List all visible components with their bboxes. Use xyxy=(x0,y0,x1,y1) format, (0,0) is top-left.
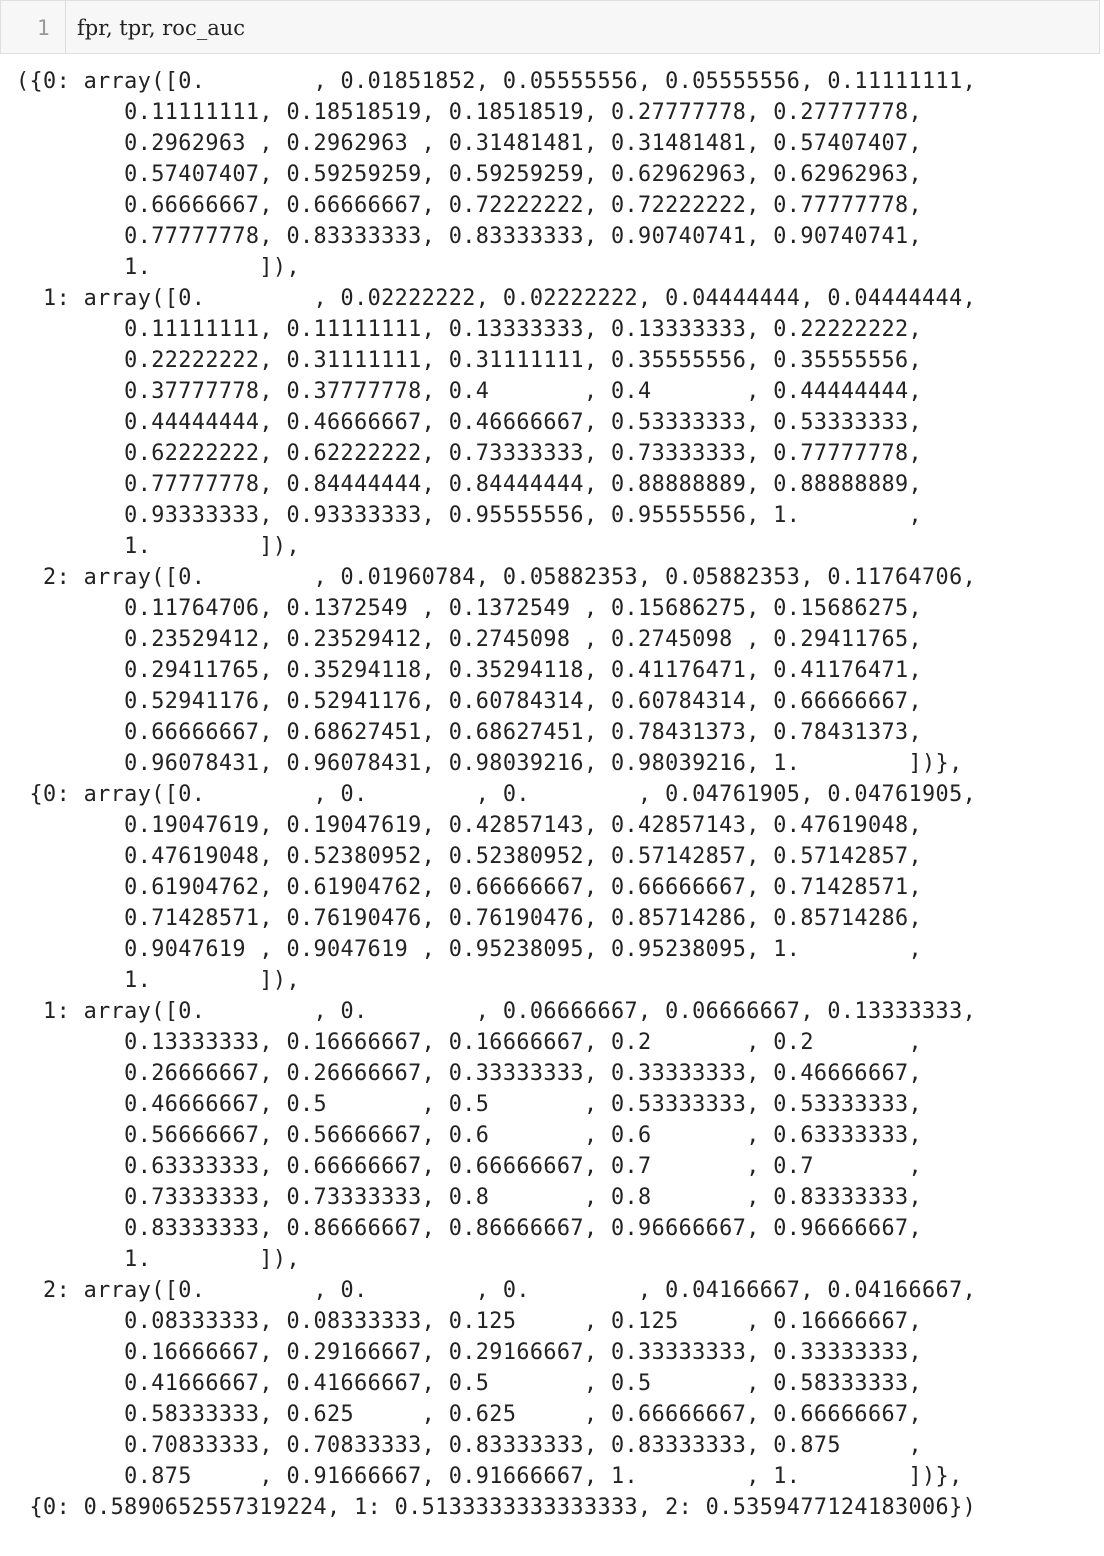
output-line: 0.46666667, 0.5 , 0.5 , 0.53333333, 0.53333333, xyxy=(16,1092,923,1117)
gutter-divider xyxy=(65,1,66,53)
output-line: 0.83333333, 0.86666667, 0.86666667, 0.96666667, 0.96666667, xyxy=(16,1216,923,1241)
output-line: 1. ]), xyxy=(16,968,300,993)
output-line: 0.26666667, 0.26666667, 0.33333333, 0.33333333, 0.46666667, xyxy=(16,1061,923,1086)
output-line: 0.63333333, 0.66666667, 0.66666667, 0.7 , 0.7 , xyxy=(16,1154,923,1179)
output-line: 0.11111111, 0.11111111, 0.13333333, 0.13333333, 0.22222222, xyxy=(16,317,923,342)
output-line: 0.56666667, 0.56666667, 0.6 , 0.6 , 0.63333333, xyxy=(16,1123,923,1148)
output-line: 0.71428571, 0.76190476, 0.76190476, 0.85714286, 0.85714286, xyxy=(16,906,923,931)
output-line: 0.47619048, 0.52380952, 0.52380952, 0.57142857, 0.57142857, xyxy=(16,844,923,869)
output-line: 0.66666667, 0.68627451, 0.68627451, 0.78431373, 0.78431373, xyxy=(16,720,923,745)
output-line: 0.77777778, 0.84444444, 0.84444444, 0.88888889, 0.88888889, xyxy=(16,472,923,497)
code-line[interactable]: fpr, tpr, roc_auc xyxy=(77,16,246,40)
output-line: 2: array([0. , 0. , 0. , 0.04166667, 0.04166667, xyxy=(16,1278,977,1303)
output-line: 1. ]), xyxy=(16,1247,300,1272)
output-line: 0.19047619, 0.19047619, 0.42857143, 0.42857143, 0.47619048, xyxy=(16,813,923,838)
output-line: 0.2962963 , 0.2962963 , 0.31481481, 0.31481481, 0.57407407, xyxy=(16,131,923,156)
output-line: 0.13333333, 0.16666667, 0.16666667, 0.2 , 0.2 , xyxy=(16,1030,923,1055)
output-line: 1: array([0. , 0.02222222, 0.02222222, 0.04444444, 0.04444444, xyxy=(16,286,977,311)
output-line: 0.22222222, 0.31111111, 0.31111111, 0.35555556, 0.35555556, xyxy=(16,348,923,373)
output-line: 0.23529412, 0.23529412, 0.2745098 , 0.2745098 , 0.29411765, xyxy=(16,627,923,652)
output-line: 0.41666667, 0.41666667, 0.5 , 0.5 , 0.58333333, xyxy=(16,1371,923,1396)
output-line: 0.57407407, 0.59259259, 0.59259259, 0.62962963, 0.62962963, xyxy=(16,162,923,187)
output-line: 0.11764706, 0.1372549 , 0.1372549 , 0.15686275, 0.15686275, xyxy=(16,596,923,621)
code-input-cell[interactable] xyxy=(0,0,1100,54)
output-line: 0.08333333, 0.08333333, 0.125 , 0.125 , 0.16666667, xyxy=(16,1309,923,1334)
output-line: 2: array([0. , 0.01960784, 0.05882353, 0.05882353, 0.11764706, xyxy=(16,565,977,590)
output-line: 1: array([0. , 0. , 0.06666667, 0.06666667, 0.13333333, xyxy=(16,999,977,1024)
output-line: {0: 0.5890652557319224, 1: 0.5133333333333333, 2: 0.5359477124183006}) xyxy=(16,1495,977,1520)
output-line: 0.77777778, 0.83333333, 0.83333333, 0.90740741, 0.90740741, xyxy=(16,224,923,249)
output-line: 0.52941176, 0.52941176, 0.60784314, 0.60784314, 0.66666667, xyxy=(16,689,923,714)
output-line: 0.875 , 0.91666667, 0.91666667, 1. , 1. ])}, xyxy=(16,1464,963,1489)
line-number: 1 xyxy=(37,16,50,40)
output-line: 0.70833333, 0.70833333, 0.83333333, 0.83333333, 0.875 , xyxy=(16,1433,923,1458)
output-line: 0.44444444, 0.46666667, 0.46666667, 0.53333333, 0.53333333, xyxy=(16,410,923,435)
output-line: 0.62222222, 0.62222222, 0.73333333, 0.73333333, 0.77777778, xyxy=(16,441,923,466)
output-line: 0.37777778, 0.37777778, 0.4 , 0.4 , 0.44444444, xyxy=(16,379,923,404)
output-line: 1. ]), xyxy=(16,534,300,559)
output-line: 0.66666667, 0.66666667, 0.72222222, 0.72222222, 0.77777778, xyxy=(16,193,923,218)
output-line: 0.93333333, 0.93333333, 0.95555556, 0.95555556, 1. , xyxy=(16,503,923,528)
output-line: {0: array([0. , 0. , 0. , 0.04761905, 0.04761905, xyxy=(16,782,977,807)
output-line: 0.9047619 , 0.9047619 , 0.95238095, 0.95238095, 1. , xyxy=(16,937,923,962)
output-line: 0.73333333, 0.73333333, 0.8 , 0.8 , 0.83333333, xyxy=(16,1185,923,1210)
output-line: 0.96078431, 0.96078431, 0.98039216, 0.98039216, 1. ])}, xyxy=(16,751,963,776)
output-line: 0.29411765, 0.35294118, 0.35294118, 0.41176471, 0.41176471, xyxy=(16,658,923,683)
cell-output xyxy=(16,66,976,1523)
output-line: 0.61904762, 0.61904762, 0.66666667, 0.66666667, 0.71428571, xyxy=(16,875,923,900)
output-line: 1. ]), xyxy=(16,255,300,280)
output-line: 0.58333333, 0.625 , 0.625 , 0.66666667, 0.66666667, xyxy=(16,1402,923,1427)
output-line: 0.16666667, 0.29166667, 0.29166667, 0.33333333, 0.33333333, xyxy=(16,1340,923,1365)
output-line: 0.11111111, 0.18518519, 0.18518519, 0.27777778, 0.27777778, xyxy=(16,100,923,125)
output-line: ({0: array([0. , 0.01851852, 0.05555556, 0.05555556, 0.11111111, xyxy=(16,69,977,94)
